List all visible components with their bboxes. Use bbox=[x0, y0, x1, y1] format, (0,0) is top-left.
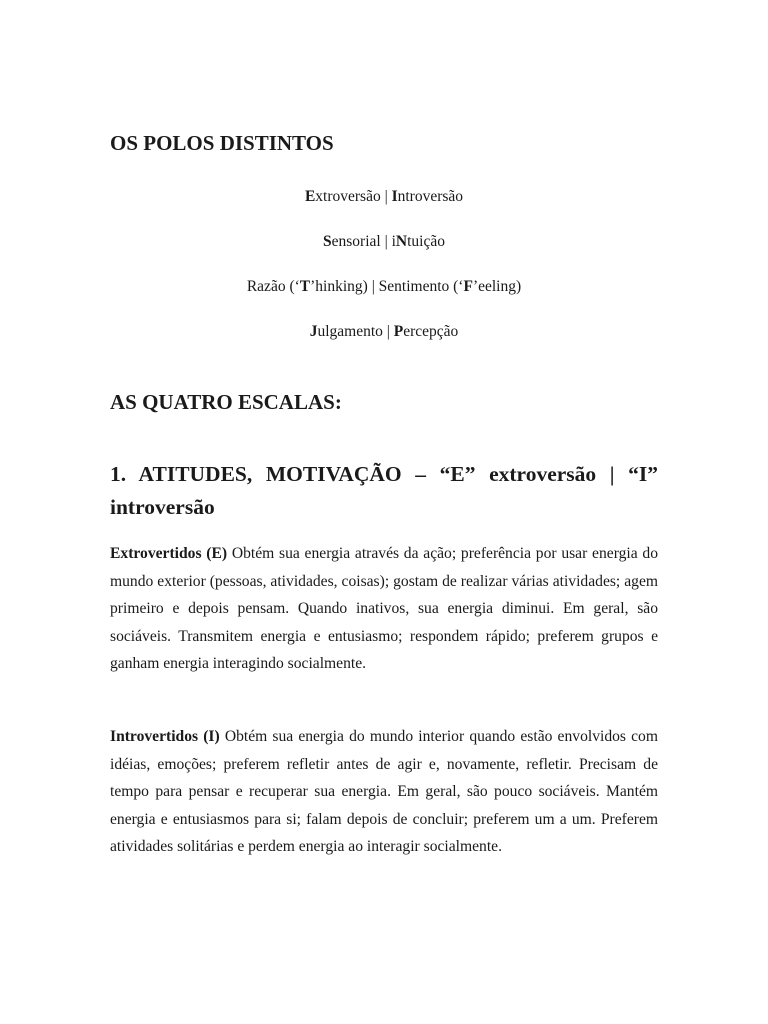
pair-sensorial-intuicao bbox=[110, 233, 658, 251]
heading-atitudes-motivacao: 1. ATITUDES, MOTIVAÇÃO – “E” extroversão | “I” introversão bbox=[110, 462, 658, 519]
heading-os-polos-distintos: OS POLOS DISTINTOS bbox=[110, 131, 334, 155]
pair-text: ulgamento bbox=[317, 323, 383, 340]
pair-separator: | Sentimento (‘ bbox=[367, 278, 464, 295]
pair-julgamento-percepcao bbox=[110, 323, 658, 341]
pair-initial: N bbox=[395, 233, 408, 250]
pair-text: xtroversão bbox=[315, 188, 381, 205]
pair-text: tuição bbox=[407, 233, 445, 250]
pair-text: ensorial bbox=[331, 233, 381, 250]
pair-initial: T bbox=[299, 278, 311, 295]
pair-razao-sentimento bbox=[110, 278, 658, 296]
pair-text: ’hinking) bbox=[310, 278, 368, 295]
pair-text: ’eeling) bbox=[472, 278, 522, 295]
pair-extroversao-introversao bbox=[110, 188, 658, 206]
paragraph-body: Obtém sua energia através da ação; preferência por usar energia do mundo exterior (pessoas, atividades, coisas); gostam de realizar várias atividades; agem primeiro e depois pensam. Quando inativos, sua energia diminui. Em geral, são sociáveis. Transmitem energia e entusiasmo; respondem rápido; preferem grupos e ganham energia interagindo socialmente. bbox=[110, 545, 658, 673]
pair-initial: E bbox=[304, 188, 316, 205]
heading-as-quatro-escalas: AS QUATRO ESCALAS: bbox=[110, 390, 342, 414]
pair-separator: | bbox=[380, 188, 392, 205]
pair-text: ntroversão bbox=[397, 188, 464, 205]
pair-initial: J bbox=[309, 323, 318, 340]
paragraph-introvertidos bbox=[110, 723, 658, 861]
paragraph-label: Extrovertidos (E) bbox=[110, 545, 228, 562]
pair-initial: F bbox=[463, 278, 473, 295]
pair-separator: | bbox=[382, 323, 394, 340]
paragraph-body: Obtém sua energia do mundo interior quando estão envolvidos com idéias, emoções; preferem refletir antes de agir e, novamente, refletir. Precisam de tempo para pensar e recuperar sua energia. Em geral, são pouco sociáveis. Mantém energia e entusiasmos para si; falam depois de concluir; preferem um a um. Preferem atividades solitárias e perdem energia ao interagir socialmente. bbox=[110, 728, 658, 856]
paragraph-extrovertidos bbox=[110, 540, 658, 678]
pair-separator: | i bbox=[380, 233, 396, 250]
pair-initial: I bbox=[391, 188, 398, 205]
pair-initial: S bbox=[323, 233, 332, 250]
pair-initial: P bbox=[393, 323, 404, 340]
pair-text: ercepção bbox=[403, 323, 459, 340]
paragraph-label: Introvertidos (I) bbox=[110, 728, 220, 745]
pair-text: Razão (‘ bbox=[246, 278, 300, 295]
